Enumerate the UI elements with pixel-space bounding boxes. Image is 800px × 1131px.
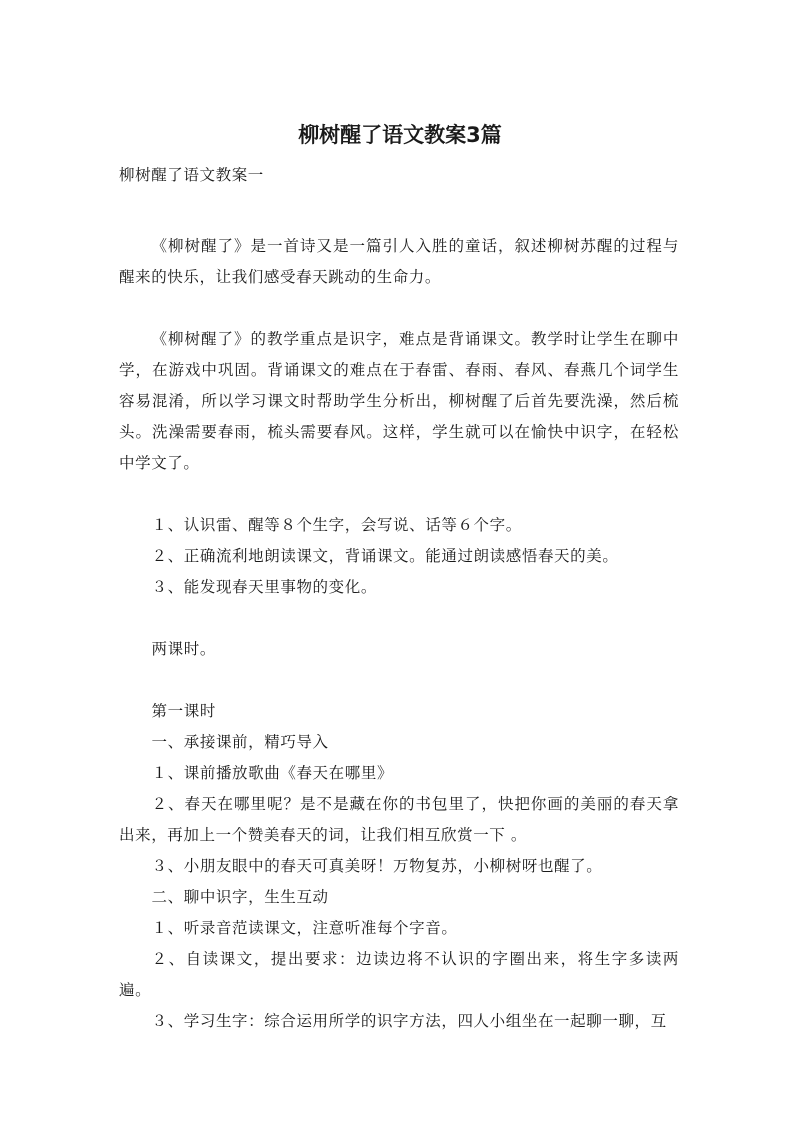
step-item: ２、春天在哪里呢？是不是藏在你的书包里了，快把你画的美丽的春天拿出来，再加上一个赞美春天的词，让我们相互欣赏一下 。 [119,795,679,844]
document-title: 柳树醒了语文教案3篇 [298,123,502,147]
step-item: ３、小朋友眼中的春天可真美呀！万物复苏，小柳树呀也醒了。 [151,857,603,875]
step-heading: 一、承接课前，精巧导入 [151,733,329,751]
objective-item: ２、正确流利地朗读课文，背诵课文。能通过朗读感悟春天的美。 [151,547,619,565]
lesson-heading: 第一课时 [151,702,216,720]
step-item: ３、学习生字：综合运用所学的识字方法，四人小组坐在一起聊一聊，互 [151,1012,667,1030]
objective-item: ３、能发现春天里事物的变化。 [151,578,377,596]
lesson-count: 两课时。 [151,640,216,658]
intro-paragraph: 《柳树醒了》是一首诗又是一篇引人入胜的童话，叙述柳树苏醒的过程与醒来的快乐，让我们感受春天跳动的生命力。 [119,237,679,286]
teaching-focus-paragraph: 《柳树醒了》的教学重点是识字，难点是背诵课文。教学时让学生在聊中学，在游戏中巩固。背诵课文的难点在于春雷、春雨、春风、春燕几个词学生容易混淆，所以学习课文时帮助学生分析出，柳树醒了后首先要洗澡，然后梳头。洗澡需要春雨，梳头需要春风。这样，学生就可以在愉快中识字，在轻松中学文了。 [119,330,679,472]
step-heading: 二、聊中识字，生生互动 [151,888,329,906]
document-body [119,160,679,1037]
step-item: ２、自读课文，提出要求：边读边将不认识的字圈出来，将生字多读两遍。 [119,950,679,999]
section-heading: 柳树醒了语文教案一 [119,166,264,184]
step-item: １、课前播放歌曲《春天在哪里》 [151,764,394,782]
objective-item: １、认识雷、醒等８个生字，会写说、话等６个字。 [151,516,522,534]
step-item: １、听录音范读课文，注意听准每个字音。 [151,919,458,937]
